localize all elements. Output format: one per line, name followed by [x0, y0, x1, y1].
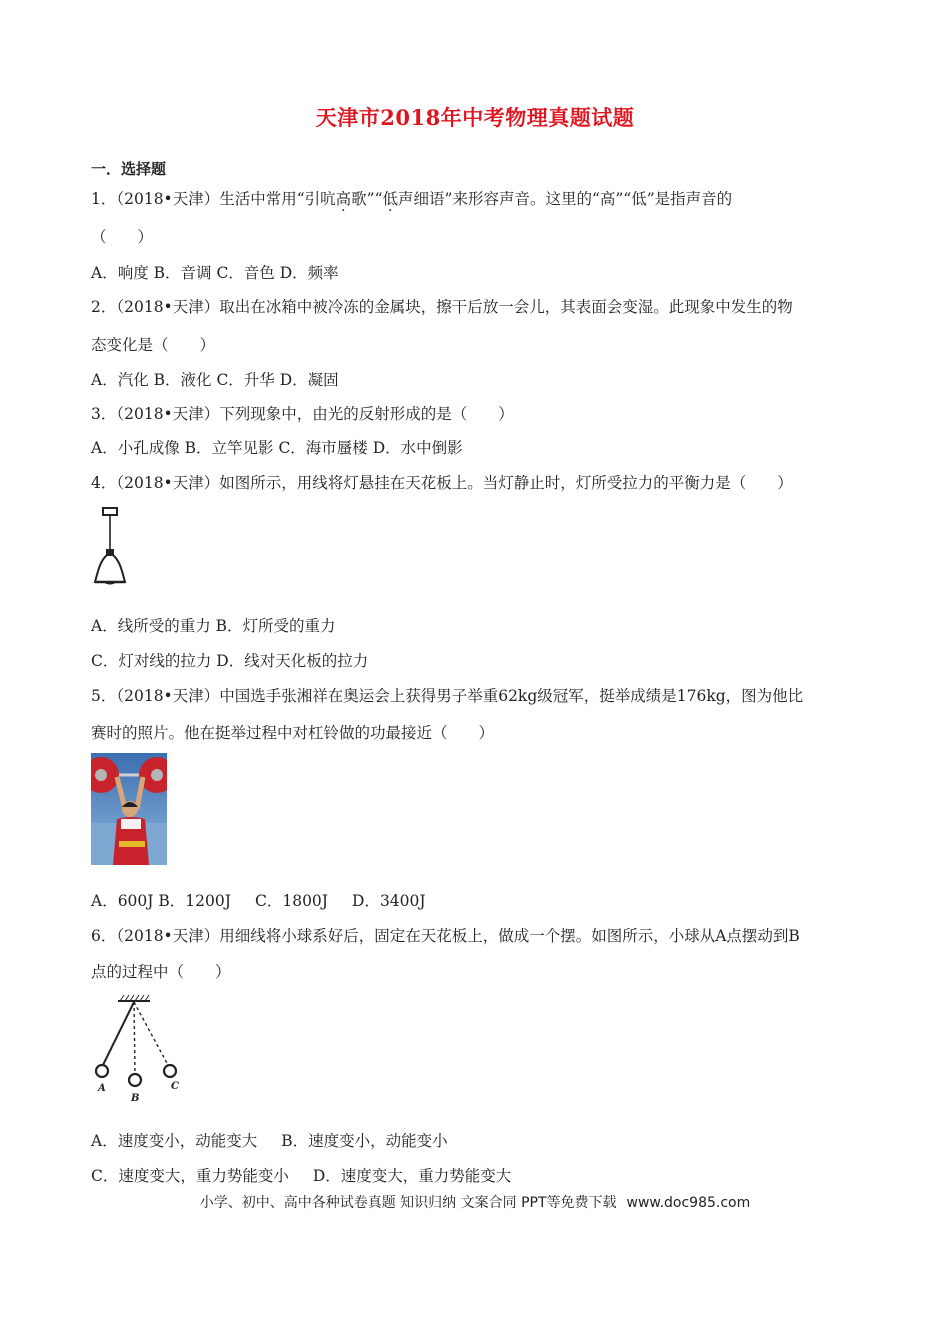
question-1-text-c: 声细语”来形容声音。这里的“高”“低”是指声音的	[398, 190, 733, 208]
question-4-line-1: 4．（2018•天津）如图所示，用线将灯悬挂在天花板上。当灯静止时，灯所受拉力的平衡力是（ ）	[91, 474, 793, 492]
hanging-lamp-figure	[88, 505, 138, 590]
question-3-line-1: 3．（2018•天津）下列现象中，由光的反射形成的是（ ）	[91, 405, 514, 423]
question-6-line-2: 点的过程中（ ）	[91, 963, 231, 981]
question-1-line-1	[91, 188, 732, 210]
question-6-options-2	[91, 1165, 511, 1187]
question-6-option-b: B．速度变小，动能变小	[281, 1132, 448, 1150]
question-1-emphasis-low: 低	[382, 190, 399, 208]
question-5-option-c: C．1800J	[254, 892, 329, 910]
question-1-text-b: 歌”“	[351, 190, 383, 208]
footer-site-link[interactable]: www.doc985.com	[626, 1195, 751, 1211]
pendulum-label-a: A	[98, 1083, 106, 1094]
question-1-emphasis-high: 高	[335, 190, 352, 208]
question-4-options-2: C．灯对线的拉力 D．线对天化板的拉力	[91, 652, 369, 670]
pendulum-label-b: B	[131, 1093, 140, 1104]
question-5-option-d: D．3400J	[352, 892, 426, 910]
pendulum-figure	[88, 993, 188, 1105]
question-5-option-ab: A．600J B．1200J	[91, 892, 231, 910]
question-2-options: A．汽化 B．液化 C．升华 D．凝固	[91, 371, 339, 389]
question-3-options: A．小孔成像 B．立竿见影 C．海市蜃楼 D．水中倒影	[91, 439, 463, 457]
pendulum-label-c: C	[171, 1081, 179, 1092]
question-6-line-1: 6．（2018•天津）用细线将小球系好后，固定在天花板上，做成一个摆。如图所示，小球从A点摆动到B	[91, 927, 800, 945]
question-1-line-2: （ ）	[91, 228, 154, 246]
question-5-options	[91, 890, 426, 912]
question-6-option-d: D．速度变大，重力势能变大	[312, 1167, 512, 1185]
question-2-line-2: 态变化是（ ）	[91, 336, 216, 354]
question-1-options: A．响度 B．音调 C．音色 D．频率	[91, 264, 339, 282]
question-5-line-1: 5．（2018•天津）中国选手张湘祥在奥运会上获得男子举重62kg级冠军，挺举成绩是176kg，图为他比	[91, 687, 804, 705]
page-footer	[0, 1192, 950, 1212]
footer-text: 小学、初中、高中各种试卷真题 知识归纳 文案合同 PPT等免费下载	[199, 1195, 617, 1211]
document-title: 天津市2018年中考物理真题试题	[315, 105, 635, 130]
weightlifter-photo	[91, 753, 167, 865]
question-6-option-c: C．速度变大，重力势能变小	[91, 1167, 289, 1185]
question-6-option-a: A．速度变小，动能变大	[91, 1132, 258, 1150]
question-1-text-a: 1．（2018•天津）生活中常用“引吭	[91, 190, 336, 208]
question-4-options-1: A．线所受的重力 B．灯所受的重力	[91, 617, 336, 635]
question-6-options-1	[91, 1130, 448, 1152]
section-heading: 一．选择题	[91, 160, 167, 178]
question-5-line-2: 赛时的照片。他在挺举过程中对杠铃做的功最接近（ ）	[91, 724, 495, 742]
question-2-line-1: 2．（2018•天津）取出在冰箱中被冷冻的金属块，擦干后放一会儿，其表面会变湿。此现象中发生的物	[91, 298, 793, 316]
